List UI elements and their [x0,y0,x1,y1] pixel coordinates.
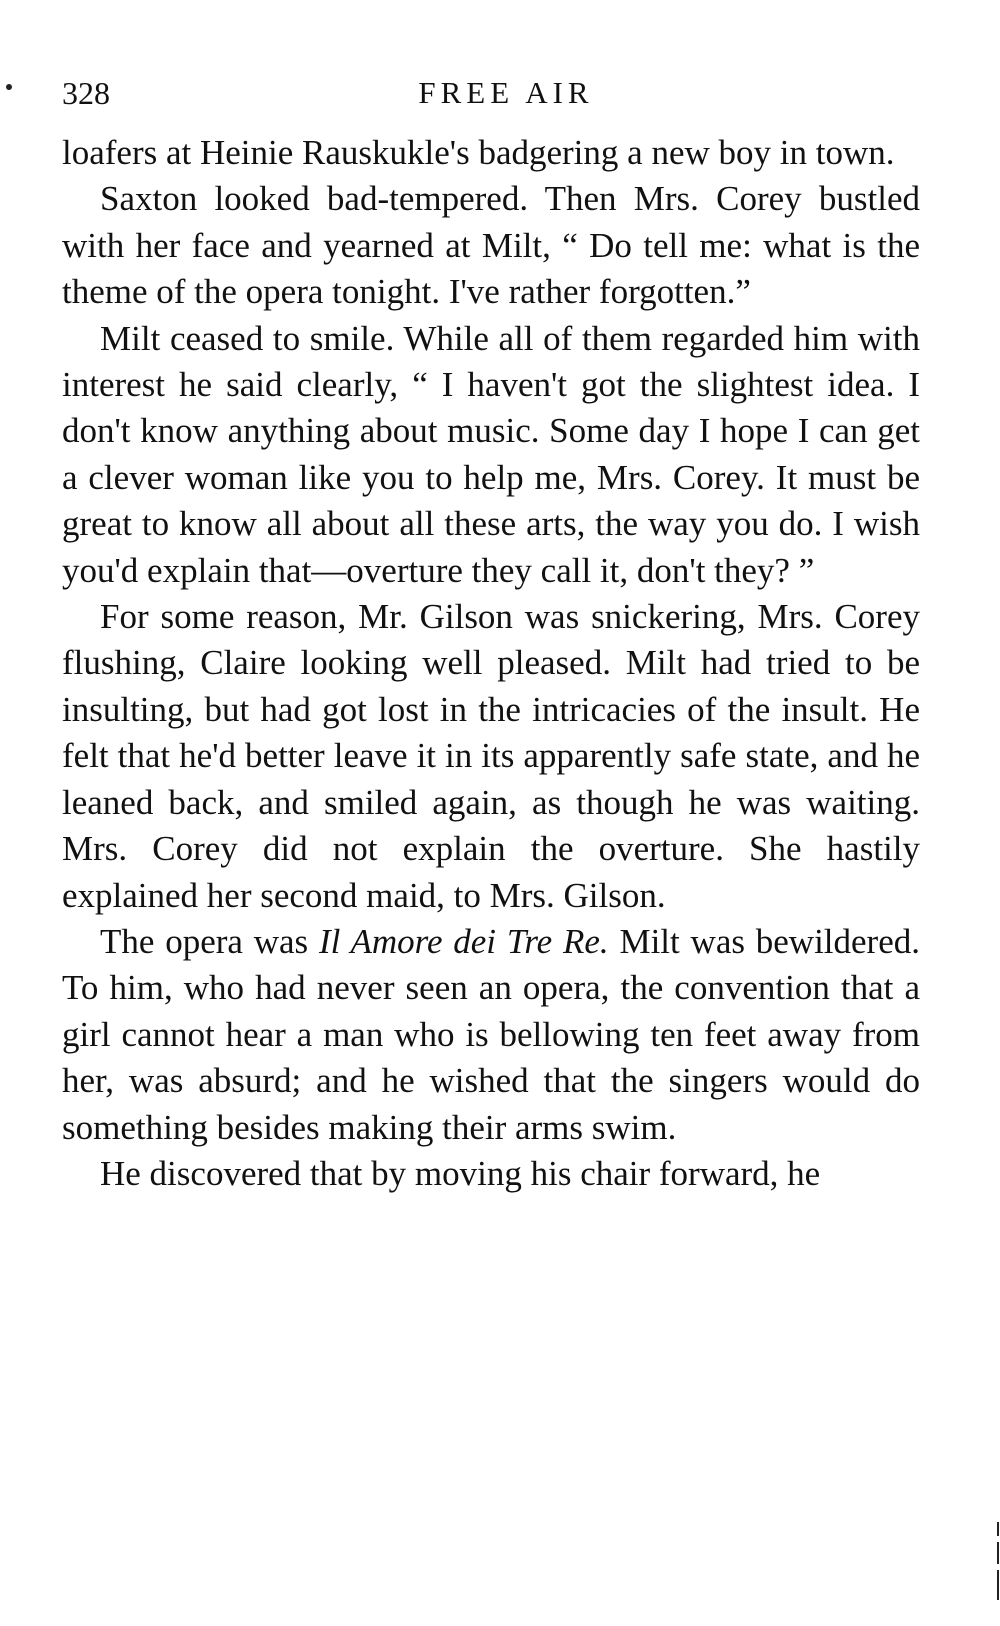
page-header [62,70,920,116]
running-title: FREE AIR [418,75,594,110]
margin-mark [5,83,13,91]
paragraph: For some reason, Mr. Gilson was snickering, Mrs. Corey flushing, Claire looking well pleased. Milt had tried to be insulting, but had got lost in the intricacies of the insult. He felt that he'd better leave it in its apparently safe state, and he leaned back, and smiled again, as though he was waiting. Mrs. Corey did not explain the overture. She hastily explained her second maid, to Mrs. Gilson. [62,597,920,915]
paragraph: loafers at Heinie Rauskukle's badgering a new boy in town. [62,133,895,172]
page-number: 328 [62,75,110,111]
paragraph-opera [62,919,920,1151]
paragraph: Saxton looked bad-tempered. Then Mrs. Corey bustled with her face and yearned at Milt, “ Do tell me: what is the theme of the opera tonight. I've rather forgotten.” [62,179,920,312]
opera-text-before: The opera was [100,921,319,961]
opera-title: Il Amore dei Tre Re. [318,921,609,961]
opera-text-after: Milt was bewildered. To him, who had never seen an opera, the convention that a girl cannot hear a man who is bellowing ten feet away from her, was absurd; and he wished that the singers would do something besides making their arms swim. [62,921,920,1147]
paragraph: He discovered that by moving his chair forward, he [100,1153,821,1193]
edge-marks [996,1516,1000,1626]
body-text [62,130,920,1197]
paragraph: Milt ceased to smile. While all of them regarded him with interest he said clearly, “ I haven't got the slightest idea. I don't know anything about music. Some day I hope I can get a clever woman like you to help me, Mrs. Corey. It must be great to know all about all these arts, the way you do. I wish you'd explain that—overture they call it, don't they? ” [62,318,920,590]
